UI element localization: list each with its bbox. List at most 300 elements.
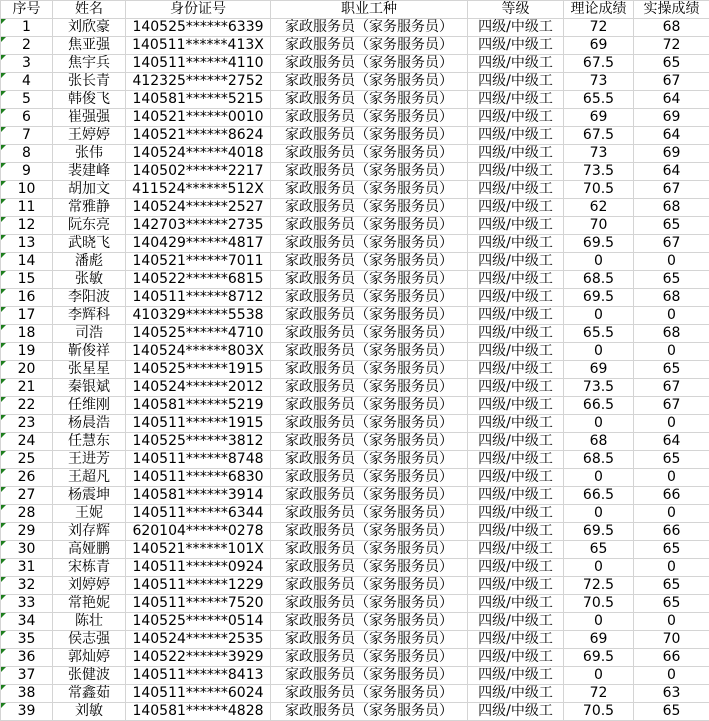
cell-practical-score[interactable]: 69 xyxy=(634,145,709,163)
cell-occupation[interactable]: 家政服务员（家务服务员） xyxy=(271,613,468,631)
cell-index-value: 1 xyxy=(22,19,31,35)
cell-practical-score[interactable]: 68 xyxy=(634,289,709,307)
cell-name[interactable]: 裴建峰 xyxy=(53,163,126,181)
cell-level[interactable]: 四级/中级工 xyxy=(468,235,564,253)
cell-level[interactable]: 四级/中级工 xyxy=(468,541,564,559)
cell-occupation[interactable]: 家政服务员（家务服务员） xyxy=(271,325,468,343)
cell-index-value: 23 xyxy=(17,415,36,431)
cell-practical-score[interactable]: 0 xyxy=(634,469,709,487)
cell-occupation[interactable]: 家政服务员（家务服务员） xyxy=(271,127,468,145)
cell-id-number[interactable]: 140525******0514 xyxy=(126,613,271,631)
cell-index[interactable] xyxy=(1,703,53,721)
cell-name[interactable]: 秦银斌 xyxy=(53,379,126,397)
cell-id-number[interactable]: 140511******6024 xyxy=(126,685,271,703)
cell-name[interactable]: 杨晨浩 xyxy=(53,415,126,433)
cell-theory-score[interactable]: 62 xyxy=(564,199,634,217)
cell-theory-score[interactable]: 73 xyxy=(564,73,634,91)
cell-theory-score[interactable]: 70.5 xyxy=(564,181,634,199)
cell-id-number[interactable]: 140581******4828 xyxy=(126,703,271,721)
cell-level[interactable]: 四级/中级工 xyxy=(468,397,564,415)
cell-name[interactable]: 韩俊飞 xyxy=(53,91,126,109)
cell-level[interactable]: 四级/中级工 xyxy=(468,577,564,595)
cell-level[interactable]: 四级/中级工 xyxy=(468,613,564,631)
cell-theory-score[interactable]: 68 xyxy=(564,433,634,451)
cell-practical-score[interactable]: 67 xyxy=(634,235,709,253)
cell-practical-score[interactable]: 64 xyxy=(634,163,709,181)
cell-theory-score[interactable]: 73 xyxy=(564,145,634,163)
cell-index[interactable] xyxy=(1,685,53,703)
cell-theory-score[interactable]: 65.5 xyxy=(564,91,634,109)
cell-name[interactable]: 崔强强 xyxy=(53,109,126,127)
cell-occupation[interactable]: 家政服务员（家务服务员） xyxy=(271,73,468,91)
cell-occupation[interactable]: 家政服务员（家务服务员） xyxy=(271,595,468,613)
cell-theory-score[interactable]: 67.5 xyxy=(564,127,634,145)
cell-level[interactable]: 四级/中级工 xyxy=(468,559,564,577)
cell-occupation[interactable]: 家政服务员（家务服务员） xyxy=(271,289,468,307)
cell-name[interactable]: 王婷婷 xyxy=(53,127,126,145)
text-as-number-indicator-icon xyxy=(1,595,6,600)
cell-level[interactable]: 四级/中级工 xyxy=(468,451,564,469)
cell-id-number[interactable]: 140525******3812 xyxy=(126,433,271,451)
cell-practical-score[interactable]: 0 xyxy=(634,613,709,631)
cell-occupation[interactable]: 家政服务员（家务服务员） xyxy=(271,109,468,127)
cell-practical-score[interactable]: 66 xyxy=(634,487,709,505)
cell-name[interactable]: 潘彪 xyxy=(53,253,126,271)
cell-level[interactable]: 四级/中级工 xyxy=(468,703,564,721)
cell-theory-score[interactable]: 0 xyxy=(564,253,634,271)
cell-name[interactable]: 张伟 xyxy=(53,145,126,163)
text-as-number-indicator-icon xyxy=(1,505,6,510)
cell-level[interactable]: 四级/中级工 xyxy=(468,109,564,127)
text-as-number-indicator-icon xyxy=(1,199,6,204)
cell-name[interactable]: 李辉科 xyxy=(53,307,126,325)
cell-id-number[interactable]: 140511******8748 xyxy=(126,451,271,469)
cell-occupation[interactable]: 家政服务员（家务服务员） xyxy=(271,469,468,487)
cell-id-number[interactable]: 140581******5215 xyxy=(126,91,271,109)
cell-theory-score[interactable]: 69 xyxy=(564,37,634,55)
cell-occupation[interactable]: 家政服务员（家务服务员） xyxy=(271,253,468,271)
cell-practical-score[interactable]: 67 xyxy=(634,397,709,415)
cell-name[interactable]: 郭灿婷 xyxy=(53,649,126,667)
cell-name[interactable]: 任维刚 xyxy=(53,397,126,415)
cell-theory-score[interactable]: 73.5 xyxy=(564,163,634,181)
cell-name[interactable]: 王妮 xyxy=(53,505,126,523)
cell-index[interactable] xyxy=(1,451,53,469)
cell-theory-score[interactable]: 73.5 xyxy=(564,379,634,397)
cell-practical-score[interactable]: 0 xyxy=(634,505,709,523)
cell-practical-score[interactable]: 65 xyxy=(634,271,709,289)
cell-index[interactable] xyxy=(1,397,53,415)
cell-name[interactable]: 李阳波 xyxy=(53,289,126,307)
cell-index[interactable] xyxy=(1,127,53,145)
cell-theory-score[interactable]: 66.5 xyxy=(564,397,634,415)
cell-id-number[interactable]: 140502******2217 xyxy=(126,163,271,181)
cell-id-number[interactable]: 140525******6339 xyxy=(126,19,271,37)
cell-practical-score[interactable]: 64 xyxy=(634,91,709,109)
cell-theory-score[interactable]: 0 xyxy=(564,667,634,685)
cell-occupation[interactable]: 家政服务员（家务服务员） xyxy=(271,379,468,397)
cell-practical-score[interactable]: 66 xyxy=(634,523,709,541)
cell-level[interactable]: 四级/中级工 xyxy=(468,595,564,613)
cell-practical-score[interactable]: 68 xyxy=(634,325,709,343)
cell-name[interactable]: 刘存辉 xyxy=(53,523,126,541)
cell-theory-score[interactable]: 66.5 xyxy=(564,487,634,505)
cell-index-value: 27 xyxy=(17,487,36,503)
cell-occupation[interactable]: 家政服务员（家务服务员） xyxy=(271,37,468,55)
cell-id-number[interactable]: 140521******0010 xyxy=(126,109,271,127)
cell-level[interactable]: 四级/中级工 xyxy=(468,19,564,37)
cell-id-number[interactable]: 140524******2012 xyxy=(126,379,271,397)
cell-id-number[interactable]: 140524******2527 xyxy=(126,199,271,217)
cell-name[interactable]: 张敏 xyxy=(53,271,126,289)
cell-id-number[interactable]: 140511******7520 xyxy=(126,595,271,613)
cell-practical-score[interactable]: 72 xyxy=(634,37,709,55)
cell-name[interactable]: 宋栋青 xyxy=(53,559,126,577)
cell-practical-score[interactable]: 0 xyxy=(634,307,709,325)
cell-level[interactable]: 四级/中级工 xyxy=(468,307,564,325)
cell-id-number[interactable]: 142703******2735 xyxy=(126,217,271,235)
cell-index[interactable] xyxy=(1,433,53,451)
cell-id-number[interactable]: 140581******5219 xyxy=(126,397,271,415)
cell-index-value: 37 xyxy=(17,667,36,683)
cell-practical-score[interactable]: 0 xyxy=(634,415,709,433)
cell-name[interactable]: 任慧东 xyxy=(53,433,126,451)
cell-occupation[interactable]: 家政服务员（家务服务员） xyxy=(271,523,468,541)
cell-index[interactable] xyxy=(1,613,53,631)
cell-theory-score[interactable]: 65 xyxy=(564,541,634,559)
cell-theory-score[interactable]: 69 xyxy=(564,631,634,649)
cell-theory-score[interactable]: 67.5 xyxy=(564,55,634,73)
cell-occupation[interactable]: 家政服务员（家务服务员） xyxy=(271,343,468,361)
cell-level[interactable]: 四级/中级工 xyxy=(468,289,564,307)
cell-id-number[interactable]: 620104******0278 xyxy=(126,523,271,541)
cell-id-number[interactable]: 410329******5538 xyxy=(126,307,271,325)
cell-level[interactable]: 四级/中级工 xyxy=(468,379,564,397)
cell-occupation[interactable]: 家政服务员（家务服务员） xyxy=(271,667,468,685)
cell-occupation[interactable]: 家政服务员（家务服务员） xyxy=(271,271,468,289)
cell-theory-score[interactable]: 69.5 xyxy=(564,289,634,307)
cell-theory-score[interactable]: 69.5 xyxy=(564,235,634,253)
cell-index[interactable] xyxy=(1,217,53,235)
cell-level[interactable]: 四级/中级工 xyxy=(468,487,564,505)
cell-name[interactable]: 刘欣豪 xyxy=(53,19,126,37)
text-as-number-indicator-icon xyxy=(1,613,6,618)
cell-level[interactable]: 四级/中级工 xyxy=(468,505,564,523)
cell-practical-score[interactable]: 65 xyxy=(634,55,709,73)
cell-name[interactable]: 常艳妮 xyxy=(53,595,126,613)
cell-index[interactable] xyxy=(1,595,53,613)
cell-id-number[interactable]: 140511******6344 xyxy=(126,505,271,523)
cell-theory-score[interactable]: 69.5 xyxy=(564,649,634,667)
cell-theory-score[interactable]: 72.5 xyxy=(564,577,634,595)
cell-id-number[interactable]: 411524******512X xyxy=(126,181,271,199)
cell-occupation[interactable]: 家政服务员（家务服务员） xyxy=(271,541,468,559)
cell-index[interactable] xyxy=(1,541,53,559)
cell-occupation[interactable]: 家政服务员（家务服务员） xyxy=(271,361,468,379)
cell-occupation[interactable]: 家政服务员（家务服务员） xyxy=(271,451,468,469)
cell-name[interactable]: 王超凡 xyxy=(53,469,126,487)
cell-level[interactable]: 四级/中级工 xyxy=(468,667,564,685)
cell-theory-score[interactable]: 0 xyxy=(564,613,634,631)
cell-id-number[interactable]: 140524******803X xyxy=(126,343,271,361)
cell-index-value: 34 xyxy=(17,613,36,629)
cell-name[interactable]: 常鑫茹 xyxy=(53,685,126,703)
cell-name[interactable]: 杨震坤 xyxy=(53,487,126,505)
cell-occupation[interactable]: 家政服务员（家务服务员） xyxy=(271,559,468,577)
cell-theory-score[interactable]: 65.5 xyxy=(564,325,634,343)
cell-level[interactable]: 四级/中级工 xyxy=(468,145,564,163)
cell-occupation[interactable]: 家政服务员（家务服务员） xyxy=(271,433,468,451)
cell-practical-score[interactable]: 65 xyxy=(634,541,709,559)
cell-index[interactable] xyxy=(1,487,53,505)
cell-level[interactable]: 四级/中级工 xyxy=(468,217,564,235)
cell-index[interactable] xyxy=(1,307,53,325)
cell-level[interactable]: 四级/中级工 xyxy=(468,325,564,343)
cell-occupation[interactable]: 家政服务员（家务服务员） xyxy=(271,217,468,235)
cell-practical-score[interactable]: 65 xyxy=(634,577,709,595)
cell-practical-score[interactable]: 69 xyxy=(634,109,709,127)
cell-name[interactable]: 侯志强 xyxy=(53,631,126,649)
column-header-index[interactable]: 序号 xyxy=(1,1,53,19)
cell-id-number[interactable]: 140511******1229 xyxy=(126,577,271,595)
cell-practical-score[interactable]: 68 xyxy=(634,199,709,217)
cell-index[interactable] xyxy=(1,253,53,271)
cell-id-number[interactable]: 140511******6830 xyxy=(126,469,271,487)
cell-level[interactable]: 四级/中级工 xyxy=(468,469,564,487)
cell-practical-score[interactable]: 64 xyxy=(634,127,709,145)
cell-level[interactable]: 四级/中级工 xyxy=(468,199,564,217)
cell-level[interactable]: 四级/中级工 xyxy=(468,415,564,433)
cell-practical-score[interactable]: 63 xyxy=(634,685,709,703)
cell-occupation[interactable]: 家政服务员（家务服务员） xyxy=(271,577,468,595)
column-header-id-number[interactable]: 身份证号 xyxy=(126,1,271,19)
cell-theory-score[interactable]: 69.5 xyxy=(564,523,634,541)
cell-index[interactable] xyxy=(1,19,53,37)
cell-occupation[interactable]: 家政服务员（家务服务员） xyxy=(271,307,468,325)
cell-id-number[interactable]: 140525******1915 xyxy=(126,361,271,379)
cell-index[interactable] xyxy=(1,379,53,397)
cell-id-number[interactable]: 140525******4710 xyxy=(126,325,271,343)
cell-occupation[interactable]: 家政服务员（家务服务员） xyxy=(271,235,468,253)
cell-name[interactable]: 刘婷婷 xyxy=(53,577,126,595)
cell-occupation[interactable]: 家政服务员（家务服务员） xyxy=(271,55,468,73)
cell-index[interactable] xyxy=(1,289,53,307)
cell-occupation[interactable]: 家政服务员（家务服务员） xyxy=(271,631,468,649)
cell-name[interactable]: 胡加文 xyxy=(53,181,126,199)
cell-theory-score[interactable]: 0 xyxy=(564,469,634,487)
cell-theory-score[interactable]: 72 xyxy=(564,685,634,703)
cell-occupation[interactable]: 家政服务员（家务服务员） xyxy=(271,181,468,199)
cell-index[interactable] xyxy=(1,505,53,523)
table-row xyxy=(1,55,709,73)
cell-index[interactable] xyxy=(1,73,53,91)
cell-name[interactable]: 张星星 xyxy=(53,361,126,379)
cell-level[interactable]: 四级/中级工 xyxy=(468,631,564,649)
cell-id-number[interactable]: 140511******4110 xyxy=(126,55,271,73)
cell-occupation[interactable]: 家政服务员（家务服务员） xyxy=(271,91,468,109)
cell-index[interactable] xyxy=(1,325,53,343)
cell-index[interactable] xyxy=(1,415,53,433)
cell-id-number[interactable]: 140521******7011 xyxy=(126,253,271,271)
cell-index[interactable] xyxy=(1,235,53,253)
column-header-level[interactable]: 等级 xyxy=(468,1,564,19)
cell-occupation[interactable]: 家政服务员（家务服务员） xyxy=(271,19,468,37)
table-row xyxy=(1,631,709,649)
cell-name[interactable]: 常雅静 xyxy=(53,199,126,217)
cell-name[interactable]: 武晓飞 xyxy=(53,235,126,253)
cell-index[interactable] xyxy=(1,55,53,73)
cell-occupation[interactable]: 家政服务员（家务服务员） xyxy=(271,649,468,667)
cell-index[interactable] xyxy=(1,181,53,199)
cell-index[interactable] xyxy=(1,37,53,55)
cell-index[interactable] xyxy=(1,631,53,649)
cell-theory-score[interactable]: 70 xyxy=(564,217,634,235)
cell-name[interactable]: 高娅鹏 xyxy=(53,541,126,559)
cell-occupation[interactable]: 家政服务员（家务服务员） xyxy=(271,487,468,505)
cell-practical-score[interactable]: 65 xyxy=(634,595,709,613)
cell-practical-score[interactable]: 66 xyxy=(634,649,709,667)
cell-index[interactable] xyxy=(1,109,53,127)
cell-index[interactable] xyxy=(1,469,53,487)
cell-level[interactable]: 四级/中级工 xyxy=(468,253,564,271)
cell-id-number[interactable]: 140521******101X xyxy=(126,541,271,559)
cell-practical-score[interactable]: 65 xyxy=(634,703,709,721)
cell-name[interactable]: 焦宇兵 xyxy=(53,55,126,73)
cell-id-number[interactable]: 140511******1915 xyxy=(126,415,271,433)
cell-practical-score[interactable]: 0 xyxy=(634,253,709,271)
cell-name[interactable]: 阮东亮 xyxy=(53,217,126,235)
text-as-number-indicator-icon xyxy=(1,559,6,564)
cell-index[interactable] xyxy=(1,361,53,379)
cell-id-number[interactable]: 140524******4018 xyxy=(126,145,271,163)
cell-index[interactable] xyxy=(1,577,53,595)
cell-name[interactable]: 司浩 xyxy=(53,325,126,343)
cell-id-number[interactable]: 140511******413X xyxy=(126,37,271,55)
cell-level[interactable]: 四级/中级工 xyxy=(468,127,564,145)
cell-practical-score[interactable]: 67 xyxy=(634,73,709,91)
cell-id-number[interactable]: 140522******6815 xyxy=(126,271,271,289)
cell-theory-score[interactable]: 72 xyxy=(564,19,634,37)
cell-name[interactable]: 靳俊祥 xyxy=(53,343,126,361)
text-as-number-indicator-icon xyxy=(1,73,6,78)
cell-index[interactable] xyxy=(1,271,53,289)
cell-theory-score[interactable]: 0 xyxy=(564,415,634,433)
cell-practical-score[interactable]: 64 xyxy=(634,433,709,451)
cell-practical-score[interactable]: 0 xyxy=(634,559,709,577)
cell-index[interactable] xyxy=(1,199,53,217)
table-row xyxy=(1,91,709,109)
cell-id-number[interactable]: 412325******2752 xyxy=(126,73,271,91)
cell-name[interactable]: 王进芳 xyxy=(53,451,126,469)
cell-occupation[interactable]: 家政服务员（家务服务员） xyxy=(271,163,468,181)
cell-theory-score[interactable]: 69 xyxy=(564,361,634,379)
cell-id-number[interactable]: 140511******0924 xyxy=(126,559,271,577)
cell-id-number[interactable]: 140511******8413 xyxy=(126,667,271,685)
cell-index[interactable] xyxy=(1,559,53,577)
table-row xyxy=(1,307,709,325)
cell-practical-score[interactable]: 67 xyxy=(634,181,709,199)
cell-occupation[interactable]: 家政服务员（家务服务员） xyxy=(271,145,468,163)
cell-practical-score[interactable]: 68 xyxy=(634,19,709,37)
cell-id-number[interactable]: 140521******8624 xyxy=(126,127,271,145)
cell-id-number[interactable]: 140511******8712 xyxy=(126,289,271,307)
cell-theory-score[interactable]: 0 xyxy=(564,343,634,361)
cell-practical-score[interactable]: 0 xyxy=(634,667,709,685)
cell-practical-score[interactable]: 67 xyxy=(634,379,709,397)
cell-name[interactable]: 刘敏 xyxy=(53,703,126,721)
cell-occupation[interactable]: 家政服务员（家务服务员） xyxy=(271,703,468,721)
cell-level[interactable]: 四级/中级工 xyxy=(468,343,564,361)
cell-level[interactable]: 四级/中级工 xyxy=(468,685,564,703)
cell-level[interactable]: 四级/中级工 xyxy=(468,181,564,199)
table-row xyxy=(1,271,709,289)
cell-theory-score[interactable]: 0 xyxy=(564,559,634,577)
cell-occupation[interactable]: 家政服务员（家务服务员） xyxy=(271,397,468,415)
cell-theory-score[interactable]: 0 xyxy=(564,307,634,325)
cell-index[interactable] xyxy=(1,523,53,541)
cell-practical-score[interactable]: 0 xyxy=(634,343,709,361)
cell-theory-score[interactable]: 68.5 xyxy=(564,271,634,289)
cell-level[interactable]: 四级/中级工 xyxy=(468,271,564,289)
column-header-practical-score[interactable]: 实操成绩 xyxy=(634,1,709,19)
cell-practical-score[interactable]: 70 xyxy=(634,631,709,649)
cell-name[interactable]: 焦亚强 xyxy=(53,37,126,55)
cell-theory-score[interactable]: 0 xyxy=(564,505,634,523)
cell-level[interactable]: 四级/中级工 xyxy=(468,91,564,109)
cell-index[interactable] xyxy=(1,145,53,163)
cell-index-value: 31 xyxy=(17,559,36,575)
text-as-number-indicator-icon xyxy=(1,415,6,420)
cell-occupation[interactable]: 家政服务员（家务服务员） xyxy=(271,505,468,523)
cell-occupation[interactable]: 家政服务员（家务服务员） xyxy=(271,199,468,217)
cell-practical-score[interactable]: 65 xyxy=(634,361,709,379)
column-header-occupation[interactable]: 职业工种 xyxy=(271,1,468,19)
cell-index[interactable] xyxy=(1,649,53,667)
cell-index[interactable] xyxy=(1,667,53,685)
cell-index[interactable] xyxy=(1,163,53,181)
cell-level[interactable]: 四级/中级工 xyxy=(468,361,564,379)
cell-level[interactable]: 四级/中级工 xyxy=(468,73,564,91)
cell-occupation[interactable]: 家政服务员（家务服务员） xyxy=(271,415,468,433)
cell-level[interactable]: 四级/中级工 xyxy=(468,433,564,451)
cell-theory-score[interactable]: 69 xyxy=(564,109,634,127)
cell-index[interactable] xyxy=(1,91,53,109)
cell-id-number[interactable]: 140524******2535 xyxy=(126,631,271,649)
cell-name[interactable]: 张长青 xyxy=(53,73,126,91)
text-as-number-indicator-icon xyxy=(1,361,6,366)
cell-occupation[interactable]: 家政服务员（家务服务员） xyxy=(271,685,468,703)
cell-level[interactable]: 四级/中级工 xyxy=(468,649,564,667)
cell-name[interactable]: 陈壮 xyxy=(53,613,126,631)
cell-id-number[interactable]: 140581******3914 xyxy=(126,487,271,505)
cell-level[interactable]: 四级/中级工 xyxy=(468,523,564,541)
cell-index[interactable] xyxy=(1,343,53,361)
cell-theory-score[interactable]: 70.5 xyxy=(564,703,634,721)
cell-theory-score[interactable]: 68.5 xyxy=(564,451,634,469)
column-header-theory-score[interactable]: 理论成绩 xyxy=(564,1,634,19)
cell-id-number[interactable]: 140522******3929 xyxy=(126,649,271,667)
cell-practical-score[interactable]: 65 xyxy=(634,217,709,235)
cell-level[interactable]: 四级/中级工 xyxy=(468,37,564,55)
cell-level[interactable]: 四级/中级工 xyxy=(468,55,564,73)
cell-level[interactable]: 四级/中级工 xyxy=(468,163,564,181)
cell-theory-score[interactable]: 70.5 xyxy=(564,595,634,613)
cell-index-value: 15 xyxy=(17,271,36,287)
cell-practical-score[interactable]: 65 xyxy=(634,451,709,469)
column-header-name[interactable]: 姓名 xyxy=(53,1,126,19)
cell-id-number[interactable]: 140429******4817 xyxy=(126,235,271,253)
cell-name[interactable]: 张健波 xyxy=(53,667,126,685)
